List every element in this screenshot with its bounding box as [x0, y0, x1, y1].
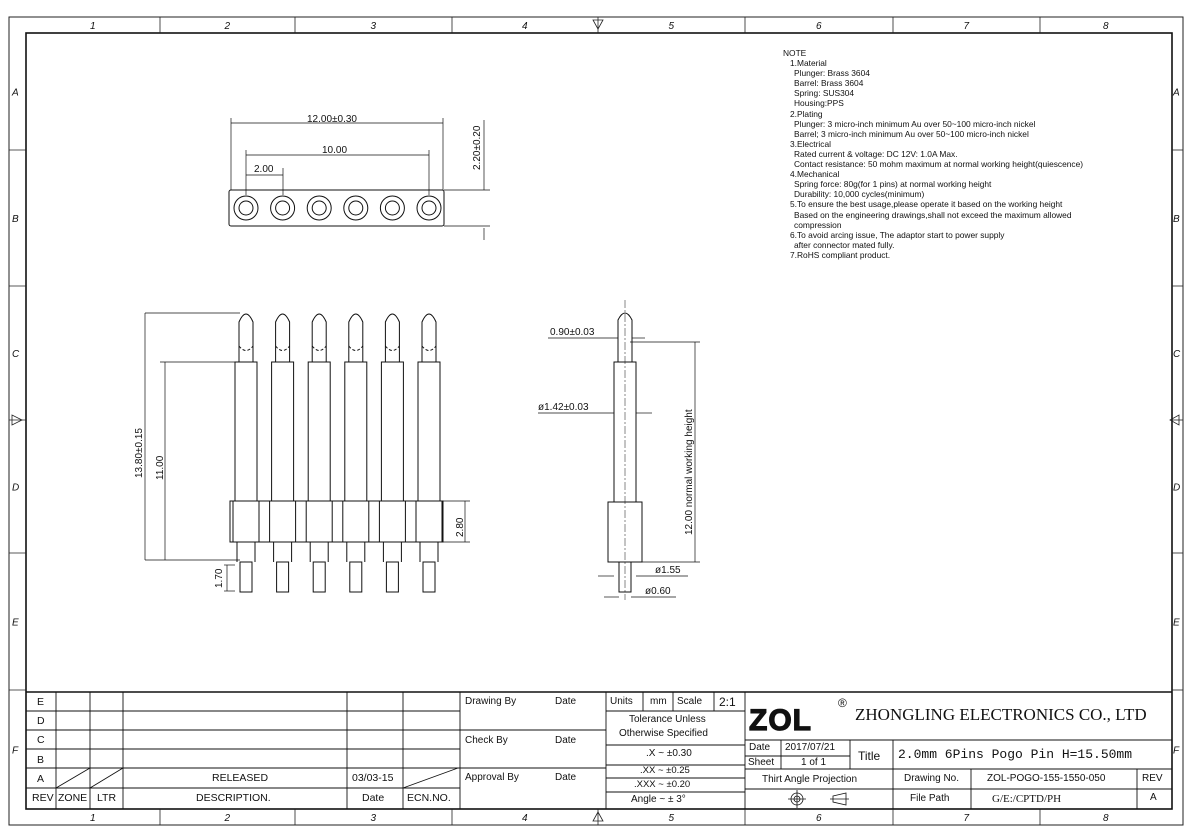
- rev-value: A: [1150, 792, 1157, 803]
- dim-top-width: 12.00±0.30: [307, 114, 357, 125]
- zone-col-label: 8: [1103, 813, 1109, 824]
- note-line: Barrel: Brass 3604: [794, 78, 864, 89]
- units-label: Units: [610, 696, 633, 707]
- drawing-by-date: Date: [555, 696, 577, 707]
- tol-xx: .XX ~ ±0.25: [640, 765, 690, 776]
- top-view: [229, 118, 490, 240]
- pin-outer-circle: [307, 196, 331, 220]
- dim-tail-outer: ø1.55: [655, 565, 681, 576]
- file-path: G/E:/CPTD/PH: [992, 793, 1062, 805]
- zone-row-label: C: [1173, 349, 1181, 360]
- pin-outer-circle: [271, 196, 295, 220]
- zone-col-label: 3: [370, 813, 377, 824]
- note-line: 7.RoHS compliant product.: [790, 249, 891, 260]
- rev-row-letter: A: [37, 772, 45, 785]
- housing-top: [229, 190, 444, 226]
- zone-row-label: F: [12, 745, 19, 757]
- note-line: Plunger: 3 micro-inch minimum Au over 50~100 micro-inch nickel: [794, 118, 1036, 129]
- front-pin: [306, 314, 332, 592]
- col-zone: ZONE: [58, 792, 88, 804]
- zone-col-label: 1: [90, 21, 96, 32]
- front-pin: [416, 314, 442, 592]
- pin-inner-circle: [349, 201, 363, 215]
- check-by-date: Date: [555, 735, 577, 746]
- rev-row-letter: D: [37, 715, 45, 728]
- col-description: DESCRIPTION.: [196, 792, 271, 804]
- note-line: Spring force: 80g(for 1 pins) at normal working height: [794, 179, 992, 190]
- dim-barrel-diameter: ø1.42±0.03: [538, 402, 589, 413]
- note-line: 3.Electrical: [790, 138, 831, 149]
- rev-label: REV: [1142, 773, 1163, 784]
- zone-row-label: B: [1173, 214, 1180, 225]
- rev-row-letter: E: [37, 696, 45, 708]
- zone-col-label: 4: [522, 813, 528, 824]
- zone-row-label: D: [1173, 482, 1181, 494]
- tolerance-line2: Otherwise Specified: [619, 728, 708, 739]
- zone-row-label: E: [1173, 617, 1180, 629]
- note-line: 6.To avoid arcing issue, The adaptor start to power supply: [790, 229, 1005, 240]
- zone-row-label: D: [12, 482, 20, 494]
- housing-front: [230, 501, 443, 542]
- file-path-label: File Path: [910, 793, 950, 804]
- scale-value: 2:1: [719, 695, 736, 709]
- col-ecn: ECN.NO.: [407, 792, 451, 804]
- dim-pitch: 2.00: [254, 164, 274, 175]
- zone-row-label: A: [1173, 87, 1180, 99]
- tol-x: .X ~ ±0.30: [646, 748, 692, 759]
- pin-inner-circle: [422, 201, 436, 215]
- note-line: Barrel; 3 micro-inch minimum Au over 50~100 micro-inch nickel: [794, 128, 1029, 139]
- tolerance-line1: Tolerance Unless: [629, 714, 706, 725]
- zone-col-label: 2: [224, 21, 231, 32]
- dim-height: 2.20±0.20: [472, 125, 483, 170]
- dim-plunger-diameter: 0.90±0.03: [550, 327, 595, 338]
- drawing-title: 2.0mm 6Pins Pogo Pin H=15.50mm: [898, 747, 1133, 762]
- pin-inner-circle: [239, 201, 253, 215]
- drawing-no: ZOL-POGO-155-1550-050: [987, 773, 1106, 784]
- date-label: Date: [749, 742, 771, 753]
- front-dims: [145, 313, 470, 591]
- pin-outer-circle: [344, 196, 368, 220]
- pin-inner-circle: [276, 201, 290, 215]
- dim-working-height: 12.00 normal working height: [684, 409, 695, 535]
- col-date: Date: [362, 792, 385, 804]
- note-line: Plunger: Brass 3604: [794, 68, 870, 79]
- dim-total-length: 13.80±0.15: [134, 428, 145, 478]
- zone-col-label: 5: [668, 21, 675, 32]
- dim-housing-height: 2.80: [455, 517, 466, 537]
- dim-tail: 1.70: [214, 568, 225, 588]
- drawing-no-label: Drawing No.: [904, 773, 960, 784]
- pin-outer-circle: [234, 196, 258, 220]
- note-line: Spring: SUS304: [794, 88, 855, 99]
- front-pin: [270, 314, 296, 592]
- note-line: Housing:PPS: [794, 98, 844, 109]
- front-view: [230, 314, 443, 592]
- note-line: Based on the engineering drawings,shall not exceed the maximum allowed: [794, 209, 1072, 220]
- tol-angle: Angle ~ ± 3°: [631, 794, 686, 805]
- sheet-label: Sheet: [748, 757, 775, 768]
- note-line: after connector mated fully.: [794, 239, 895, 250]
- title-label: Title: [858, 749, 881, 763]
- projection-label: Thirt Angle Projection: [762, 774, 858, 785]
- company-name: ZHONGLING ELECTRONICS CO., LTD: [855, 705, 1147, 724]
- approval-by-label: Approval By: [465, 772, 519, 783]
- registered-mark: ®: [838, 696, 847, 710]
- zone-row-label: B: [12, 214, 19, 225]
- rev-released: RELEASED: [212, 772, 269, 784]
- note-line: 2.Plating: [790, 108, 823, 119]
- approval-by-date: Date: [555, 772, 577, 783]
- note-line: NOTE: [783, 48, 807, 58]
- zone-col-label: 4: [522, 21, 528, 32]
- pin-inner-circle: [312, 201, 326, 215]
- date-value: 2017/07/21: [785, 742, 836, 753]
- zone-col-label: 7: [963, 21, 970, 32]
- zone-col-label: 1: [90, 813, 96, 824]
- zone-row-label: A: [12, 87, 19, 99]
- note-line: Contact resistance: 50 mohm maximum at normal working height(quiescence): [794, 159, 1084, 170]
- zone-row-label: C: [12, 349, 20, 360]
- dim-top-span: 10.00: [322, 145, 348, 156]
- zone-col-label: 2: [224, 813, 231, 824]
- col-ltr: LTR: [97, 792, 117, 804]
- tol-xxx: .XXX ~ ±0.20: [634, 779, 691, 790]
- zone-col-label: 5: [668, 813, 675, 824]
- rev-row-letter: B: [37, 753, 45, 766]
- note-line: compression: [794, 219, 842, 230]
- drawing-by-label: Drawing By: [465, 696, 517, 707]
- pin-outer-circle: [380, 196, 404, 220]
- side-view: [538, 300, 700, 600]
- note-line: Rated current & voltage: DC 12V: 1.0A Max.: [794, 148, 958, 159]
- rev-released-date: 03/03-15: [352, 772, 394, 784]
- zone-col-label: 7: [963, 813, 970, 824]
- dim-barrel-length: 11.00: [155, 455, 166, 480]
- front-pin: [343, 314, 369, 592]
- sheet-value: 1 of 1: [801, 757, 827, 768]
- scale-label: Scale: [677, 696, 703, 707]
- note-line: 1.Material: [790, 58, 827, 69]
- note-line: 5.To ensure the best usage,please operate it based on the working height: [790, 199, 1063, 210]
- units-mm: mm: [650, 696, 667, 707]
- front-pin: [379, 314, 405, 592]
- check-by-label: Check By: [465, 735, 508, 746]
- front-pin: [233, 314, 259, 592]
- pin-outer-circle: [417, 196, 441, 220]
- company-logo: ZOL: [749, 704, 812, 737]
- note-line: Durability: 10,000 cycles(minimum): [794, 189, 925, 200]
- rev-row-letter: C: [37, 734, 45, 747]
- zone-row-label: E: [12, 617, 19, 629]
- zone-col-label: 3: [370, 21, 377, 32]
- dim-tail-inner: ø0.60: [645, 586, 671, 597]
- pin-circles: [234, 196, 441, 220]
- col-rev: REV: [32, 792, 54, 804]
- projection-symbol: [788, 790, 849, 808]
- note-line: 4.Mechanical: [790, 169, 840, 180]
- pin-inner-circle: [385, 201, 399, 215]
- zone-col-label: 8: [1103, 21, 1109, 32]
- notes-block: [783, 48, 1153, 260]
- zone-row-label: F: [1173, 745, 1180, 757]
- zone-col-label: 6: [816, 21, 822, 32]
- zone-col-label: 6: [816, 813, 822, 824]
